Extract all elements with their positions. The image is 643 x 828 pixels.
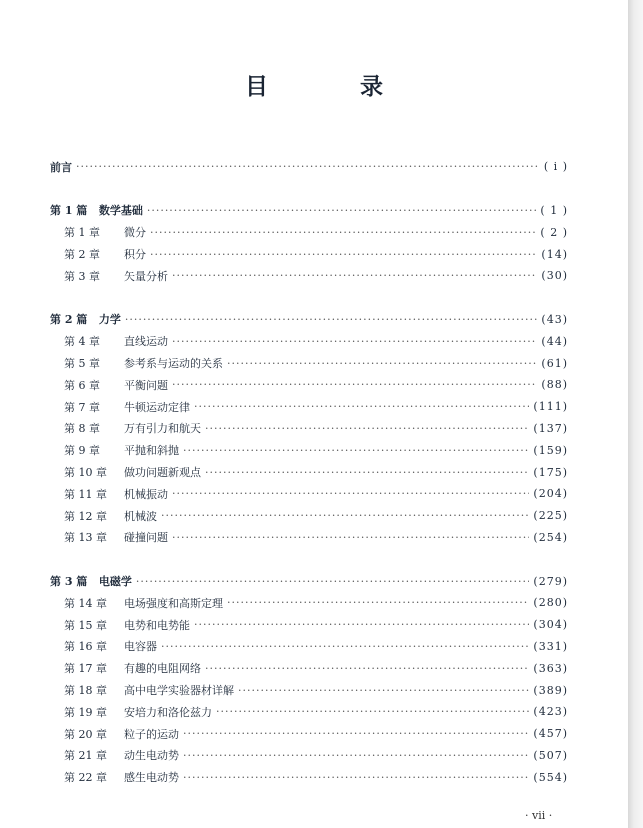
toc-part[interactable] [50,200,568,222]
toc-chapter-page: (159) [533,443,568,457]
toc-part-label: 第 2 篇 [50,313,88,327]
leader-dots [238,684,529,697]
toc-chapter-title: 碰撞问题 [124,531,168,545]
toc-chapter-page: (30) [541,269,568,283]
toc-chapter-page: ( 2 ) [540,225,568,239]
toc-part-title: 数学基础 [98,204,143,218]
toc-chapter-page: (554) [533,770,568,784]
toc-part[interactable] [50,570,568,592]
toc-chapter-label: 第 6 章 [64,378,100,392]
leader-dots [216,705,529,718]
leader-dots [194,618,529,631]
toc-chapter-page: (14) [541,247,568,261]
spacer [50,548,568,570]
toc-chapter-title: 做功问题新观点 [124,466,201,480]
toc-chapter[interactable] [50,439,568,461]
leader-dots [172,378,537,391]
page-edge-shadow [628,0,643,828]
toc-chapter-page: (61) [541,356,568,370]
toc-chapter-label: 第 2 章 [64,248,100,262]
toc-chapter-page: (88) [541,378,568,392]
toc-chapter-page: (204) [533,487,568,501]
toc-part-page: ( 1 ) [540,203,568,217]
leader-dots [205,422,529,435]
toc-part-label: 第 3 篇 [50,575,88,589]
toc-chapter-page: (254) [533,530,568,544]
toc-chapter[interactable] [50,265,568,287]
toc-chapter-label: 第 11 章 [64,487,107,501]
toc-chapter-label: 第 19 章 [64,705,107,719]
toc-chapter-page: (423) [533,705,568,719]
toc-chapter[interactable] [50,592,568,614]
leader-dots [227,596,529,609]
toc-chapter-label: 第 8 章 [64,422,100,436]
toc-chapter-label: 第 18 章 [64,684,107,698]
leader-dots [76,160,540,173]
toc-chapter-title: 直线运动 [124,335,168,349]
toc-part-title: 电磁学 [98,575,132,589]
leader-dots [205,466,529,479]
toc-chapter-label: 第 16 章 [64,640,107,654]
toc-chapter[interactable] [50,766,568,788]
toc-chapter-label: 第 22 章 [64,771,107,785]
toc-chapter[interactable] [50,374,568,396]
toc-chapter-label: 第 7 章 [64,400,100,414]
toc-part-title: 力学 [98,313,121,327]
toc-chapter-title: 粒子的运动 [124,727,179,741]
leader-dots [172,531,529,544]
toc-chapter-label: 第 10 章 [64,466,107,480]
toc-chapter-title: 参考系与运动的关系 [124,357,223,371]
toc-chapter-label: 第 9 章 [64,444,100,458]
toc-chapter-title: 平衡问题 [124,378,168,392]
toc-chapter-title: 安培力和洛伦兹力 [124,705,212,719]
toc-part-page: (43) [541,312,568,326]
toc-chapter-title: 有趣的电阻网络 [124,662,201,676]
toc-chapter-label: 第 17 章 [64,662,107,676]
spacer [50,178,568,200]
toc-chapter-title: 机械振动 [124,487,168,501]
toc-chapter-title: 高中电学实验器材详解 [124,684,234,698]
toc-part-label: 第 1 篇 [50,204,88,218]
toc-chapter-page: (111) [533,400,568,414]
leader-dots [183,444,529,457]
toc-chapter-page: (137) [533,421,568,435]
toc-chapter-title: 机械波 [124,509,157,523]
toc-chapter[interactable] [50,723,568,745]
toc-chapter-label: 第 20 章 [64,727,107,741]
toc-chapter[interactable] [50,614,568,636]
toc-preface[interactable] [50,156,568,178]
toc-chapter-page: (175) [533,465,568,479]
leader-dots [161,509,529,522]
toc-chapter-label: 第 3 章 [64,269,100,283]
toc-chapter-label: 第 4 章 [64,335,100,349]
leader-dots [172,335,537,348]
leader-dots [227,357,537,370]
leader-dots [161,640,529,653]
toc-preface-title: 前言 [50,160,72,174]
leader-dots [147,204,537,217]
toc-chapter-page: (225) [533,509,568,523]
page-number: · vii · [525,809,553,822]
toc-chapter-title: 牛顿运动定律 [124,400,190,414]
toc-chapter[interactable] [50,396,568,418]
toc-chapter-title: 电势和电势能 [124,618,190,632]
leader-dots [136,575,530,588]
toc-chapter-page: (507) [533,748,568,762]
toc-chapter-page: (457) [533,727,568,741]
toc-chapter-label: 第 5 章 [64,357,100,371]
toc-chapter-label: 第 12 章 [64,509,107,523]
toc-chapter[interactable] [50,657,568,679]
table-of-contents [50,156,568,788]
toc-chapter-page: (280) [533,596,568,610]
toc-chapter-title: 矢量分析 [124,269,168,283]
toc-chapter[interactable] [50,745,568,767]
page-title: 目 录 [244,73,425,100]
toc-chapter[interactable] [50,352,568,374]
leader-dots [183,749,529,762]
leader-dots [183,727,529,740]
toc-chapter[interactable] [50,636,568,658]
toc-chapter[interactable] [50,330,568,352]
toc-chapter-page: (304) [533,618,568,632]
toc-chapter-label: 第 15 章 [64,618,107,632]
toc-chapter-title: 电容器 [124,640,157,654]
toc-chapter-title: 电场强度和高斯定理 [124,596,223,610]
leader-dots [150,226,536,239]
toc-chapter[interactable] [50,679,568,701]
leader-dots [183,771,529,784]
toc-chapter[interactable] [50,461,568,483]
toc-chapter[interactable] [50,483,568,505]
toc-chapter-page: (331) [533,639,568,653]
toc-chapter-label: 第 14 章 [64,596,107,610]
toc-chapter[interactable] [50,505,568,527]
toc-part[interactable] [50,309,568,331]
leader-dots [172,487,529,500]
leader-dots [125,313,538,326]
toc-chapter-label: 第 21 章 [64,749,107,763]
toc-preface-page: ( ⅰ ) [543,160,568,174]
toc-chapter-page: (44) [541,334,568,348]
toc-chapter-title: 万有引力和航天 [124,422,201,436]
leader-dots [194,400,529,413]
toc-chapter[interactable] [50,527,568,549]
spacer [50,287,568,309]
toc-chapter-title: 微分 [124,226,146,240]
toc-chapter[interactable] [50,243,568,265]
toc-part-page: (279) [533,574,568,588]
toc-chapter[interactable] [50,701,568,723]
toc-chapter-label: 第 1 章 [64,226,100,240]
toc-chapter[interactable] [50,418,568,440]
toc-chapter-page: (363) [533,661,568,675]
toc-chapter-page: (389) [533,683,568,697]
leader-dots [172,269,537,282]
toc-chapter-title: 积分 [124,248,146,262]
toc-chapter-title: 动生电动势 [124,749,179,763]
leader-dots [205,662,529,675]
leader-dots [150,248,537,261]
toc-chapter[interactable] [50,221,568,243]
toc-chapter-title: 平抛和斜抛 [124,444,179,458]
toc-chapter-label: 第 13 章 [64,531,107,545]
toc-chapter-title: 感生电动势 [124,771,179,785]
